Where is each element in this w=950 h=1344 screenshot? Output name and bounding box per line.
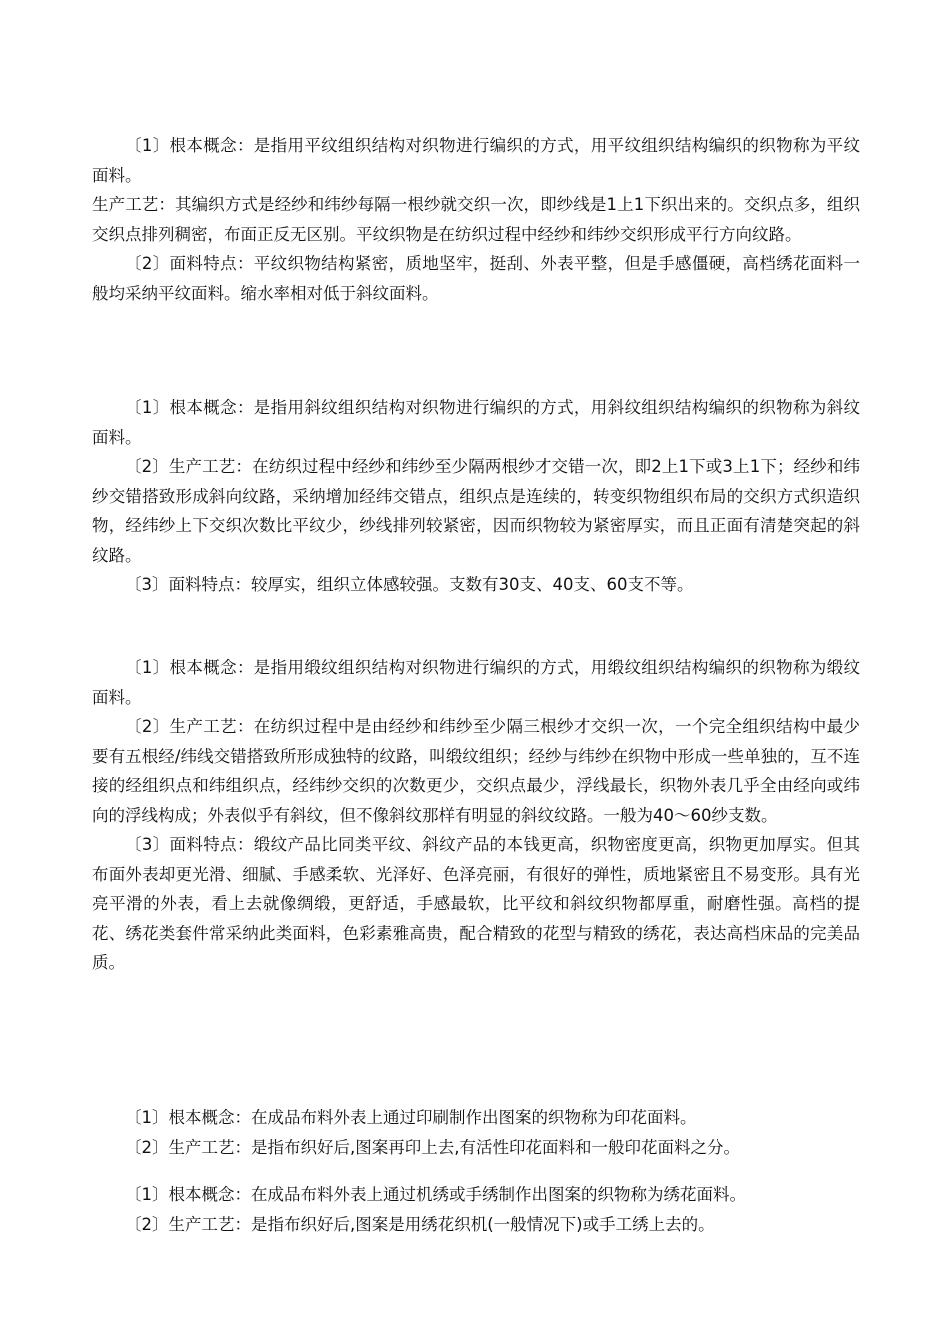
paragraph-plain-concept: 〔1〕根本概念：是指用平纹组织结构对织物进行编织的方式，用平纹组织结构编织的织物称为平纹面料。: [92, 136, 860, 185]
paragraph-twill-features: 〔3〕面料特点：较厚实，组织立体感较强。支数有30支、40支、60支不等。: [125, 575, 694, 594]
section-embroidered-fabric: [92, 1180, 860, 1239]
paragraph-satin-concept: 〔1〕根本概念：是指用缎纹组织结构对织物进行编织的方式，用缎纹组织结构编织的织物称为缎纹面料。: [92, 658, 860, 707]
section-plain-weave: [92, 131, 860, 308]
section-printed-fabric: [92, 1103, 860, 1162]
paragraph-twill-concept: 〔1〕根本概念：是指用斜纹组织结构对织物进行编织的方式，用斜纹组织结构编织的织物称为斜纹面料。: [92, 398, 860, 447]
paragraph-embroidery-concept: 〔1〕根本概念：在成品布料外表上通过机绣或手绣制作出图案的织物称为绣花面料。: [125, 1185, 746, 1204]
paragraph-print-process: 〔2〕生产工艺：是指布织好后,图案再印上去,有活性印花面料和一般印花面料之分。: [125, 1137, 740, 1157]
paragraph-twill-process: 〔2〕生产工艺：在纺织过程中经纱和纬纱至少隔两根纱才交错一次，即2上1下或3上1下；经纱和纬纱交错搭致形成斜向纹路，采纳增加经纬交错点，组织点是连续的，转变织物组织布局的交织方式织造织物，经纬纱上下交织次数比平纹少，纱线排列较紧密，因而织物较为紧密厚实，而且正面有清楚突起的斜纹路。: [92, 457, 860, 565]
paragraph-plain-features: 〔2〕面料特点：平纹织物结构紧密，质地坚牢，挺刮、外表平整，但是手感僵硬，高档绣花面料一般均采纳平纹面料。缩水率相对低于斜纹面料。: [92, 254, 860, 303]
paragraph-print-concept: 〔1〕根本概念：在成品布料外表上通过印刷制作出图案的织物称为印花面料。: [125, 1108, 697, 1127]
paragraph-satin-process: 〔2〕生产工艺：在纺织过程中是由经纱和纬纱至少隔三根纱才交织一次，一个完全组织结构中最少要有五根经/纬线交错搭致所形成独特的纹路，叫缎纹组织；经纱与纬纱在织物中形成一些单独的，互不连接的经组织点和纬组织点，经纬纱交织的次数更少，交织点最少，浮线最长，织物外表几乎全由经向或纬向的浮线构成；外表似乎有斜纹，但不像斜纹那样有明显的斜纹纹路。一般为40～60纱支数。: [92, 717, 860, 825]
paragraph-embroidery-process: 〔2〕生产工艺：是指布织好后,图案是用绣花织机(一般情况下)或手工绣上去的。: [125, 1214, 715, 1234]
paragraph-satin-features: 〔3〕面料特点：缎纹产品比同类平纹、斜纹产品的本钱更高，织物密度更高，织物更加厚实。但其布面外表却更光滑、细腻、手感柔软、光泽好、色泽亮丽，有很好的弹性，质地紧密且不易变形。具有光亮平滑的外表，看上去就像绸缎，更舒适，手感最软，比平纹和斜纹织物都厚重，耐磨性强。高档的提花、绣花类套件常采纳此类面料，色彩素雅高贵，配合精致的花型与精致的绣花，表达高档床品的完美品质。: [92, 835, 860, 972]
paragraph-plain-process: 生产工艺：其编织方式是经纱和纬纱每隔一根纱就交织一次，即纱线是1上1下织出来的。交织点多，组织交织点排列稠密，布面正反无区别。平纹织物是在纺织过程中经纱和纬纱交织形成平行方向纹路。: [92, 195, 860, 244]
section-satin-weave: [92, 653, 860, 978]
section-twill-weave: [92, 393, 860, 600]
